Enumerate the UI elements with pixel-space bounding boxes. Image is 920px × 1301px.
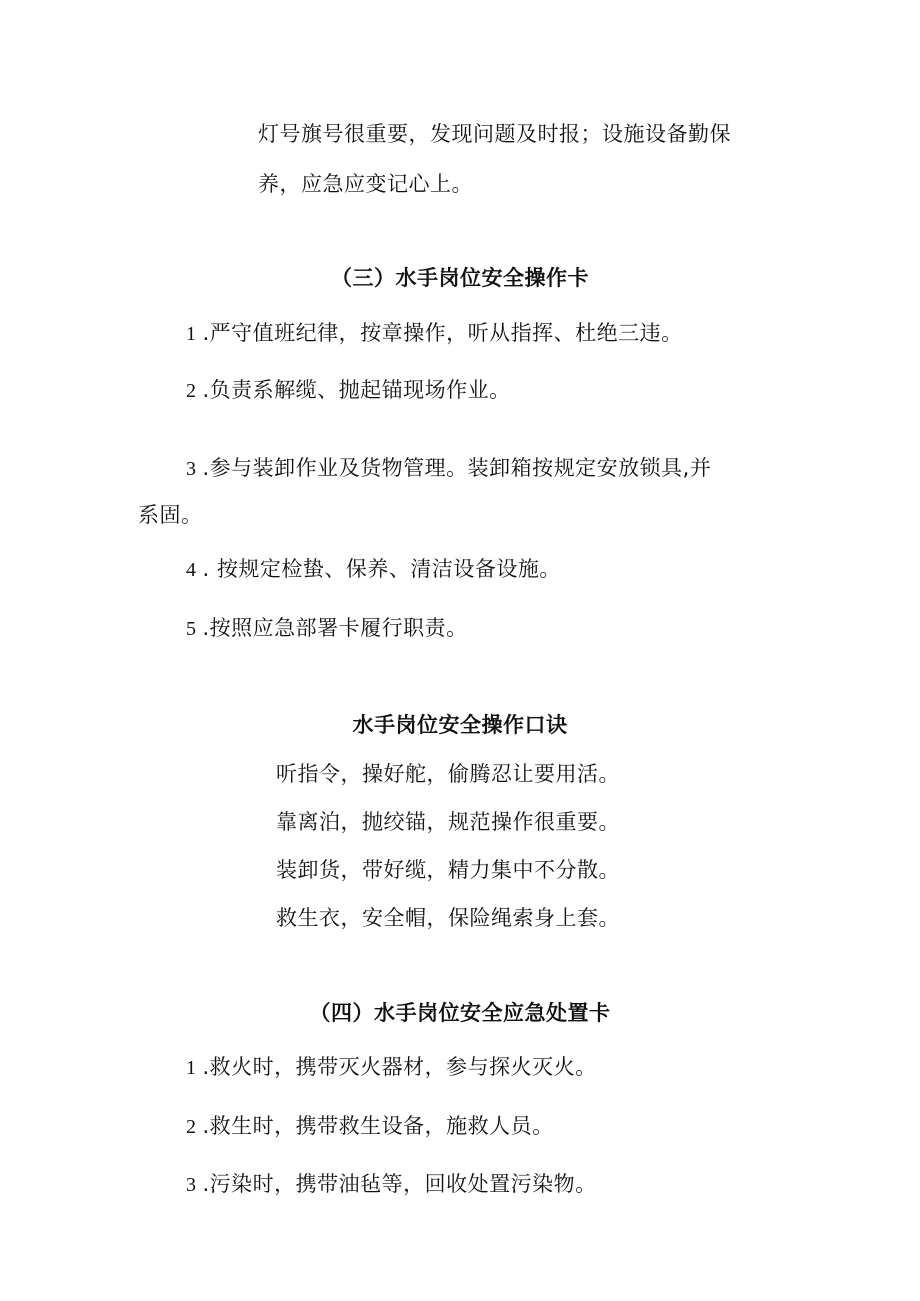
intro-line-2: 养，应急应变记心上。 [258,172,473,196]
item-number: 1 [186,323,197,345]
rhyme-line-2: 靠离泊，抛绞锚，规范操作很重要。 [276,810,620,834]
section-3-item-3-continuation: 系固。 [138,503,203,527]
rhyme-title: 水手岗位安全操作口诀 [352,713,568,737]
section-4-item-2 [186,1111,554,1142]
section-3-item-4 [186,554,561,585]
section-3-item-5 [186,613,468,644]
rhyme-line-1: 听指令，操好舵，偷腾忍让要用活。 [276,762,620,786]
item-number: 4 [186,559,197,581]
item-number: 2 [186,1116,197,1138]
section-3-item-1 [186,318,683,349]
section-3-item-3 [186,453,711,484]
rhyme-line-3: 装卸货，带好缆，精力集中不分散。 [276,858,620,882]
item-text: .救火时，携带灭火器材，参与探火灭火。 [202,1055,597,1079]
section-4-item-3 [186,1169,597,1200]
section-4-item-1 [186,1052,597,1083]
intro-line-1: 灯号旗号很重要，发现问题及时报；设施设备勤保 [258,122,731,146]
rhyme-line-4: 救生衣，安全帽，保险绳索身上套。 [276,906,620,930]
item-number: 3 [186,458,197,480]
section-3-title: （三）水手岗位安全操作卡 [331,266,589,290]
item-number: 2 [186,380,197,402]
item-number: 3 [186,1174,197,1196]
item-text: .负责系解缆、抛起锚现场作业。 [202,378,511,402]
section-3-item-2 [186,375,511,406]
section-4-title: （四）水手岗位安全应急处置卡 [309,1001,611,1025]
item-text: .参与装卸作业及货物管理。装卸箱按规定安放锁具,并 [202,456,712,480]
item-number: 1 [186,1057,197,1079]
item-text: .严守值班纪律，按章操作，听从指挥、杜绝三违。 [202,321,683,345]
item-number: 5 [186,618,197,640]
item-text: .按照应急部署卡履行职责。 [202,616,468,640]
item-text: .救生时，携带救生设备，施救人员。 [202,1114,554,1138]
item-text: . 按规定检蛰、保养、清洁设备设施。 [202,557,561,581]
item-text: .污染时，携带油毡等，回收处置污染物。 [202,1172,597,1196]
